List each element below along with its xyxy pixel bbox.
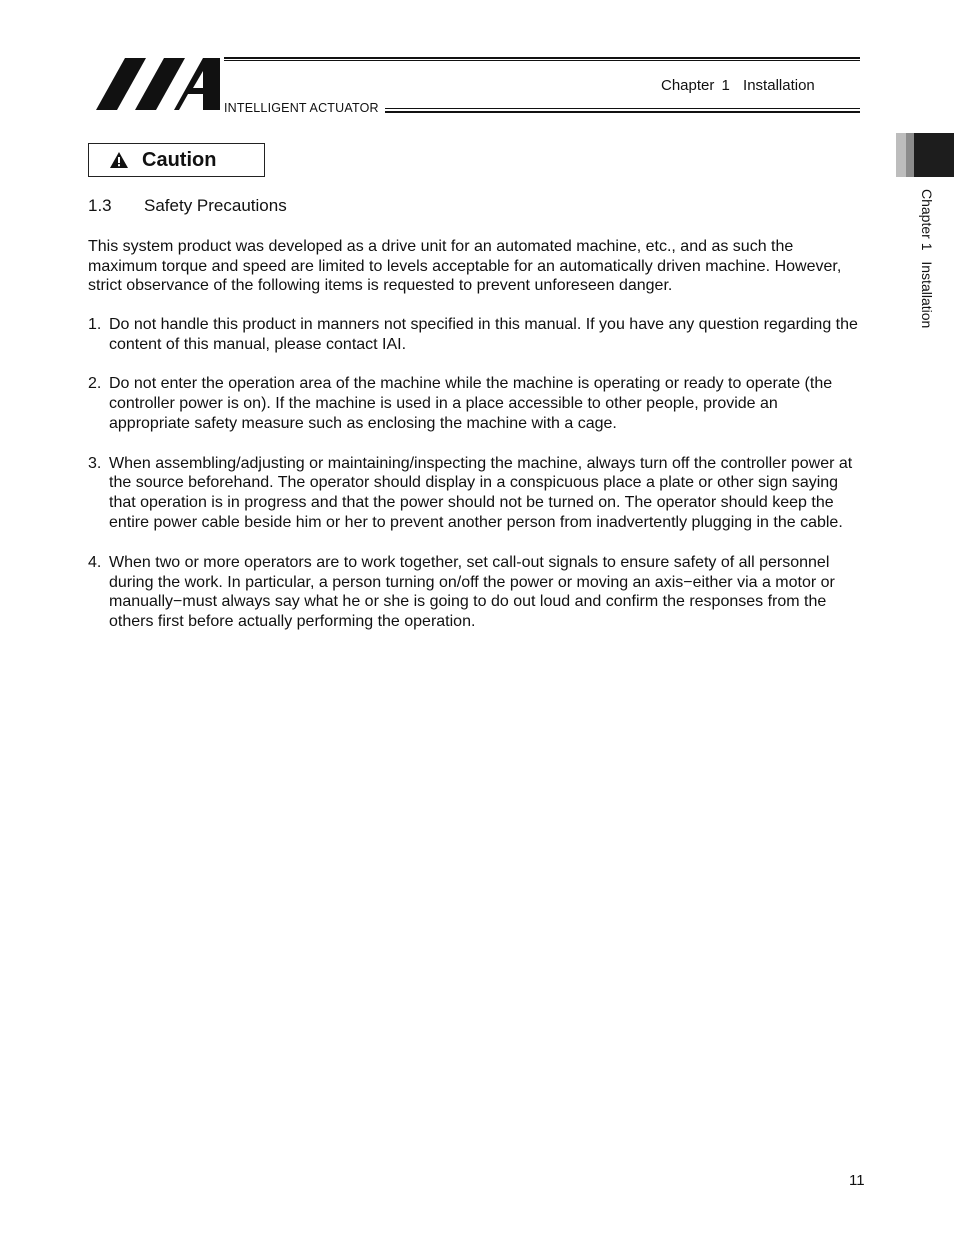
intro-paragraph: This system product was developed as a drive unit for an automated machine, etc., and as such the maximum torque and speed are limited to levels acceptable for an automatically driven machine. However, strict observance of the following items is requested to prevent unforeseen danger. bbox=[88, 238, 842, 295]
chapter-tab-marker bbox=[896, 133, 954, 177]
section-number: 1.3 bbox=[88, 196, 112, 215]
header-rule-bottom bbox=[385, 108, 860, 113]
list-item-text: When assembling/adjusting or maintaining/inspecting the machine, always turn off the controller power at the source beforehand. The operator should display in a conspicuous place a plate or other sign saying that operation is in progress and that the power should not be turned on. The operator should keep the entire power cable beside him or her to prevent another person from inadvertently plugging in the cable. bbox=[109, 454, 853, 532]
side-chapter-label bbox=[919, 189, 935, 328]
page-number: 11 bbox=[849, 1172, 865, 1189]
tab-stripe-light bbox=[896, 133, 906, 177]
tab-stripe-dark bbox=[914, 133, 954, 177]
list-item bbox=[88, 315, 863, 355]
list-item-number: 2. bbox=[88, 375, 102, 393]
tab-stripe-mid bbox=[906, 133, 914, 177]
list-item-text: Do not enter the operation area of the machine while the machine is operating or ready to operate (the controller power is on). If the machine is used in a place accessible to other people, provide an appropriate safety measure such as enclosing the machine with a cage. bbox=[109, 375, 833, 433]
chapter-number: Chapter 1 bbox=[661, 77, 730, 94]
list-item-text: When two or more operators are to work together, set call-out signals to ensure safety of all personnel during the work. In particular, a person turning on/off the power or moving an axis−either via a motor or manually−must always say what he or she is going to do out loud and confirm the responses from the others first before actually performing the operation. bbox=[109, 553, 835, 631]
warning-triangle-icon bbox=[109, 151, 129, 169]
side-chapter-number: Chapter 1 bbox=[919, 189, 935, 251]
caution-label: Caution bbox=[142, 148, 217, 171]
list-item-number: 3. bbox=[88, 454, 102, 472]
precaution-list bbox=[88, 315, 863, 632]
list-item bbox=[88, 374, 863, 434]
caution-box bbox=[88, 143, 265, 177]
iai-logo-icon bbox=[96, 58, 220, 110]
brand-name: INTELLIGENT ACTUATOR bbox=[224, 101, 379, 115]
section-title: Safety Precautions bbox=[144, 196, 287, 215]
list-item bbox=[88, 553, 863, 633]
side-chapter-title: Installation bbox=[919, 261, 935, 329]
list-item-number: 4. bbox=[88, 553, 102, 571]
header-rule-top bbox=[224, 57, 860, 61]
list-item bbox=[88, 454, 863, 534]
list-item-number: 1. bbox=[88, 316, 102, 333]
list-item-text: Do not handle this product in manners not specified in this manual. If you have any question regarding the content of this manual, please contact IAI. bbox=[109, 316, 858, 353]
chapter-title: Installation bbox=[743, 77, 815, 94]
running-header bbox=[661, 77, 815, 94]
